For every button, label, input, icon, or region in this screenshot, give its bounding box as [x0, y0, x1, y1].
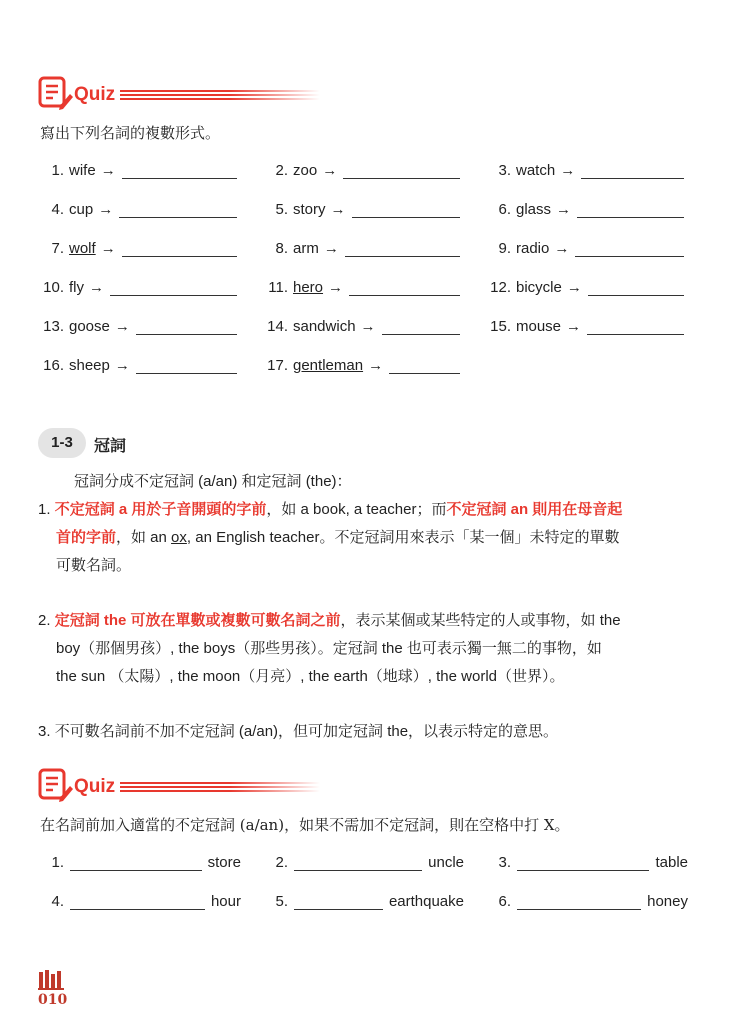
- section-title: 冠詞: [94, 438, 127, 455]
- item-word: wife: [69, 162, 96, 179]
- arrow-icon: →: [98, 201, 114, 218]
- p1-red3: 首的字前: [56, 529, 117, 546]
- answer-blank[interactable]: [70, 895, 205, 910]
- item-number: 12.: [490, 279, 511, 296]
- p3-t1: 不可數名詞前不加不定冠詞 (a/an)，但可加定冠詞 the，以表示特定的意思。: [54, 723, 559, 740]
- answer-blank[interactable]: [588, 281, 684, 296]
- item-word: hour: [210, 893, 241, 910]
- item-number: 8.: [275, 240, 288, 257]
- answer-blank[interactable]: [349, 281, 460, 296]
- quiz2-item: [40, 854, 241, 871]
- item-number: 2.: [275, 162, 288, 179]
- answer-blank[interactable]: [517, 856, 649, 871]
- quiz1-item: [487, 201, 684, 218]
- answer-blank[interactable]: [136, 359, 237, 374]
- quiz1-item: [40, 357, 237, 374]
- paragraph-3: [38, 718, 698, 746]
- arrow-icon: →: [114, 318, 130, 335]
- item-word: watch: [516, 162, 556, 179]
- answer-blank[interactable]: [345, 242, 460, 257]
- quiz-header-lines: [120, 90, 320, 104]
- quiz1-item: [264, 240, 460, 257]
- item-number: 6.: [498, 201, 511, 218]
- quiz1-item: [40, 318, 237, 335]
- quiz-note-icon: [38, 768, 74, 802]
- item-number: 9.: [498, 240, 511, 257]
- quiz1-item: [487, 318, 684, 335]
- quiz1-item: [40, 162, 237, 179]
- section-number-badge: 1-3: [38, 428, 86, 458]
- item-number: 4.: [51, 201, 64, 218]
- item-word: gentleman: [293, 357, 364, 374]
- item-word: cup: [69, 201, 94, 218]
- arrow-icon: →: [100, 162, 116, 179]
- item-number: 7.: [51, 240, 64, 257]
- quiz1-item: [40, 240, 237, 257]
- p3-num: 3.: [38, 723, 51, 740]
- answer-blank[interactable]: [122, 164, 237, 179]
- arrow-icon: →: [114, 357, 130, 374]
- arrow-icon: →: [560, 162, 576, 179]
- p2-t2: boy（那個男孩）, the boys（那些男孩）。定冠詞 the 也可表示獨一無二的事物，如: [56, 640, 602, 657]
- arrow-icon: →: [89, 279, 104, 296]
- answer-blank[interactable]: [136, 320, 237, 335]
- quiz-label: Quiz: [74, 776, 116, 797]
- answer-blank[interactable]: [122, 242, 237, 257]
- page-number: 010: [38, 992, 68, 1008]
- quiz2-item: [40, 893, 241, 910]
- arrow-icon: →: [368, 357, 384, 374]
- quiz1-item: [487, 279, 684, 296]
- item-word: hero: [293, 279, 324, 296]
- arrow-icon: →: [566, 279, 582, 296]
- answer-blank[interactable]: [70, 856, 202, 871]
- arrow-icon: →: [323, 240, 339, 257]
- p1-t3: , an English teacher。不定冠詞用來表示「某一個」未特定的單數: [186, 529, 620, 546]
- item-word: glass: [516, 201, 552, 218]
- arrow-icon: →: [566, 318, 582, 335]
- item-number: 1.: [51, 854, 64, 871]
- item-number: 2.: [275, 854, 288, 871]
- arrow-icon: →: [556, 201, 572, 218]
- arrow-icon: →: [322, 162, 338, 179]
- item-word: earthquake: [388, 893, 464, 910]
- quiz2-instruction: 在名詞前加入適當的不定冠詞 (a/an)，如果不需加不定冠詞，則在空格中打 X。: [40, 816, 570, 834]
- item-word: store: [207, 854, 241, 871]
- item-number: 15.: [490, 318, 511, 335]
- item-number: 3.: [498, 854, 511, 871]
- item-number: 16.: [43, 357, 64, 374]
- arrow-icon: →: [360, 318, 376, 335]
- quiz1-item: [264, 201, 460, 218]
- item-number: 5.: [275, 893, 288, 910]
- item-word: zoo: [293, 162, 318, 179]
- answer-blank[interactable]: [119, 203, 237, 218]
- answer-blank[interactable]: [389, 359, 460, 374]
- item-word: fly: [69, 279, 84, 296]
- paragraph-1: [38, 496, 698, 580]
- quiz-header-2: [38, 768, 328, 804]
- answer-blank[interactable]: [577, 203, 684, 218]
- quiz1-item: [40, 201, 237, 218]
- p2-red1: 定冠詞 the 可放在單數或複數可數名詞之前: [54, 612, 341, 629]
- quiz-header-1: [38, 76, 328, 112]
- quiz1-item: [487, 162, 684, 179]
- item-word: radio: [516, 240, 550, 257]
- quiz2-item: [264, 854, 464, 871]
- section-intro: 冠詞分成不定冠詞 (a/an) 和定冠詞 (the)：: [74, 473, 352, 490]
- quiz2-item: [264, 893, 464, 910]
- quiz1-item: [264, 318, 460, 335]
- quiz2-item: [487, 854, 688, 871]
- book-logo-icon: [38, 968, 66, 990]
- item-number: 13.: [43, 318, 64, 335]
- answer-blank[interactable]: [581, 164, 684, 179]
- item-word: story: [293, 201, 326, 218]
- item-number: 11.: [268, 279, 288, 296]
- quiz1-item: [264, 279, 460, 296]
- arrow-icon: →: [100, 240, 116, 257]
- item-number: 14.: [267, 318, 288, 335]
- item-word: goose: [69, 318, 110, 335]
- answer-blank[interactable]: [382, 320, 460, 335]
- item-word: honey: [647, 893, 688, 910]
- item-number: 6.: [498, 893, 511, 910]
- p1-t1: ，如 a book, a teacher；而: [266, 501, 447, 518]
- p1-red1: 不定冠詞 a 用於子音開頭的字前: [54, 501, 267, 518]
- p2-t3: the sun （太陽）, the moon（月亮）, the earth（地球）, the world（世界）。: [56, 668, 565, 685]
- item-word: mouse: [516, 318, 562, 335]
- item-number: 1.: [51, 162, 64, 179]
- answer-blank[interactable]: [294, 895, 383, 910]
- item-number: 17.: [267, 357, 288, 374]
- item-word: arm: [293, 240, 319, 257]
- quiz-note-icon: [38, 76, 74, 110]
- arrow-icon: →: [554, 240, 570, 257]
- answer-blank[interactable]: [110, 281, 237, 296]
- arrow-icon: →: [330, 201, 346, 218]
- paragraph-2: [38, 607, 698, 691]
- item-number: 5.: [275, 201, 288, 218]
- quiz-label: Quiz: [74, 84, 116, 105]
- quiz-header-lines: [120, 782, 320, 796]
- item-word: wolf: [69, 240, 96, 257]
- answer-blank[interactable]: [575, 242, 684, 257]
- item-number: 4.: [51, 893, 64, 910]
- quiz1-instruction: 寫出下列名詞的複數形式。: [40, 124, 221, 142]
- quiz1-item: [40, 279, 237, 296]
- p1-num: 1.: [38, 501, 51, 518]
- item-word: uncle: [428, 854, 464, 871]
- item-word: sheep: [69, 357, 110, 374]
- answer-blank[interactable]: [343, 164, 460, 179]
- arrow-icon: →: [328, 279, 344, 296]
- p2-num: 2.: [38, 612, 51, 629]
- quiz1-item: [487, 240, 684, 257]
- item-word: sandwich: [293, 318, 356, 335]
- quiz2-item: [487, 893, 688, 910]
- item-word: bicycle: [516, 279, 562, 296]
- answer-blank[interactable]: [352, 203, 460, 218]
- quiz1-item: [264, 162, 460, 179]
- answer-blank[interactable]: [294, 856, 422, 871]
- item-number: 3.: [498, 162, 511, 179]
- p2-t1: ，表示某個或某些特定的人或事物，如 the: [340, 612, 621, 629]
- quiz1-item: [264, 357, 460, 374]
- answer-blank[interactable]: [587, 320, 684, 335]
- item-word: table: [655, 854, 688, 871]
- p1-ox: ox: [171, 529, 187, 546]
- p1-red2: 不定冠詞 an 則用在母音起: [446, 501, 623, 518]
- p1-t4: 可數名詞。: [56, 557, 132, 574]
- item-number: 10.: [43, 279, 64, 296]
- answer-blank[interactable]: [517, 895, 641, 910]
- p1-t2: ，如 an: [116, 529, 172, 546]
